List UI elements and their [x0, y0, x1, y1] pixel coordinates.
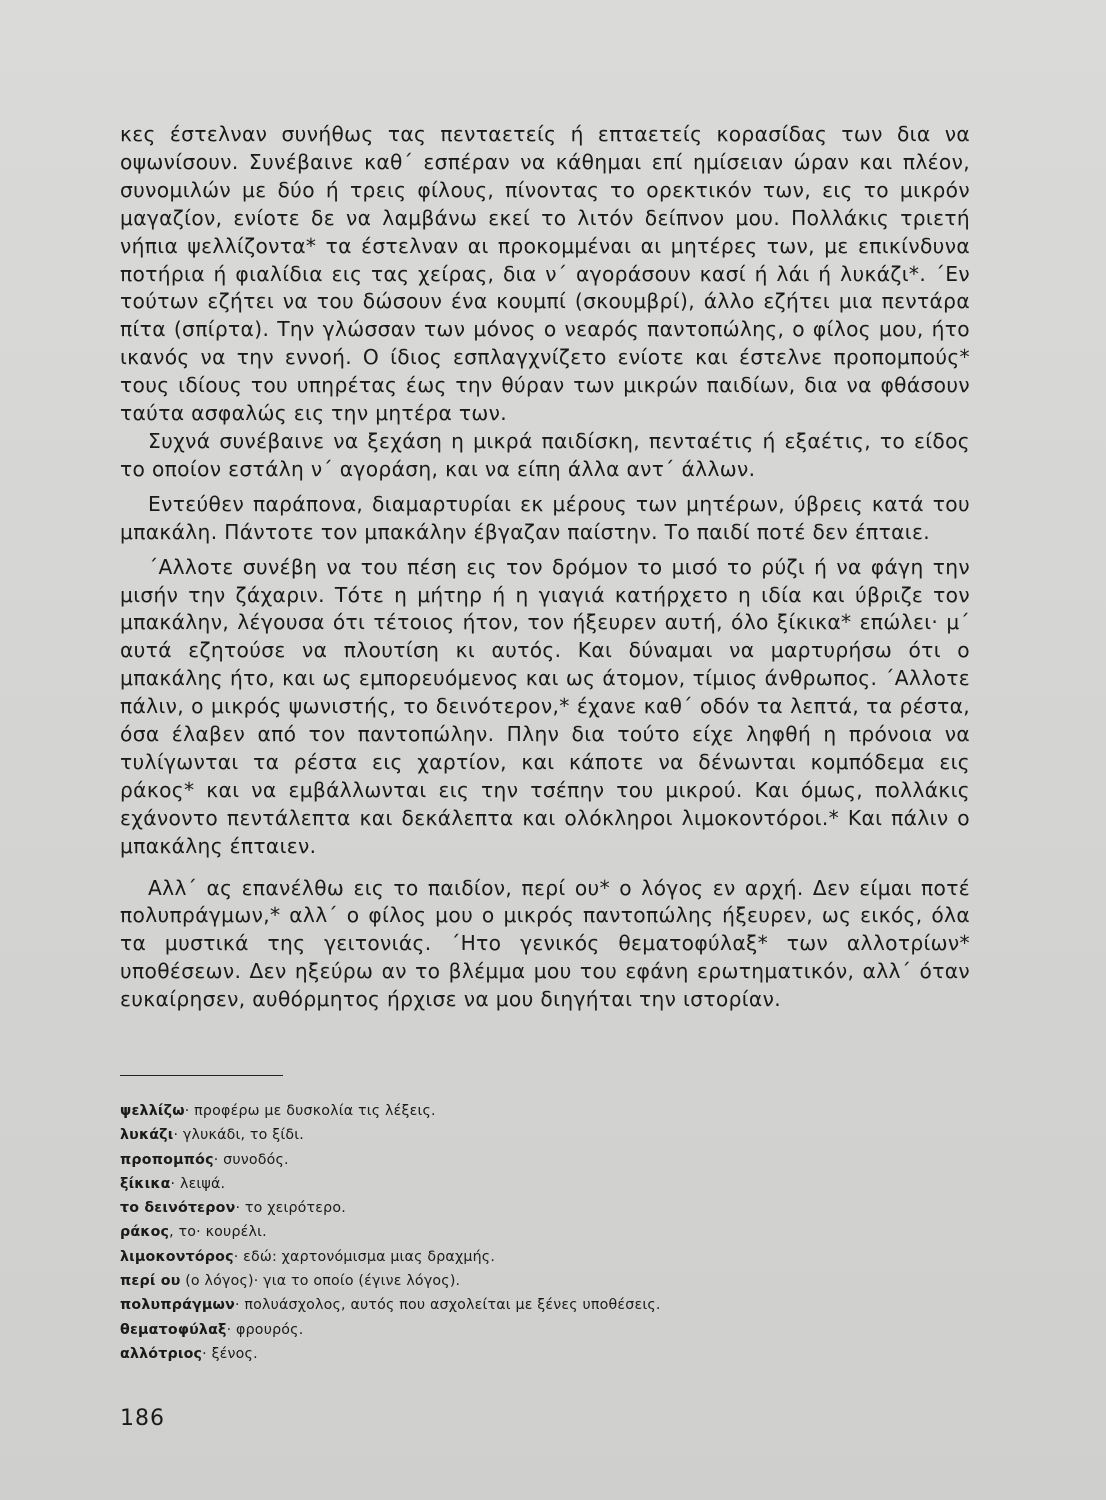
glossary-definition: · το χειρότερο.	[235, 1200, 346, 1217]
glossary-term: περί ου	[120, 1273, 181, 1290]
body-text	[120, 121, 970, 1014]
glossary-term: λυκάζι	[120, 1127, 174, 1144]
glossary-definition: · ξένος.	[202, 1345, 258, 1362]
paragraph: ΄Αλλοτε συνέβη να του πέση εις τον δρόμον το μισό το ρύζι ή να φάγη την μισήν την ζάχαριν. Τότε η μήτηρ ή η γιαγιά κατήρχετο η ιδία και ύβριζε τον μπακάλην, λέγουσα ότι τέτοιος ήτον, τον ήξευρεν αυτή, όλο ξίκικα* επώλει· μ΄ αυτά εζητούσε να πλουτίση κι αυτός. Και δύναμαι να μαρτυρήσω ότι ο μπακάλης ήτο, και ως εμπορευόμενος και ως άτομον, τίμιος άνθρωπος. ΄Αλλοτε πάλιν, ο μικρός ψωνιστής, το δεινότερον,* έχανε καθ΄ οδόν τα λεπτά, τα ρέστα, όσα έλαβεν από τον παντοπώλην. Πλην δια τούτο είχε ληφθή η πρόνοια να τυλίγωνται τα ρέστα εις χαρτίον, και κάποτε να δένωνται κομπόδεμα εις ράκος* και να εμβάλλωνται εις την τσέπην του μικρού. Και όμως, πολλάκις εχάνοντο πεντάλεπτα και δεκάλεπτα και ολόκληροι λιμοκοντόροι.* Και πάλιν ο μπακάλης έπταιεν.	[120, 554, 970, 858]
glossary-term: λιμοκοντόρος	[120, 1248, 234, 1265]
glossary-definition: · πολυάσχολος, αυτός που ασχολείται με ξένες υποθέσεις.	[234, 1297, 661, 1314]
glossary-definition: (ο λόγος)· για το οποίο (έγινε λόγος).	[180, 1273, 461, 1290]
glossary-entry	[120, 1099, 920, 1123]
glossary-definition: · εδώ: χαρτονόμισμα μιας δραχμής.	[233, 1248, 496, 1265]
glossary-definition: · φρουρός.	[226, 1321, 304, 1338]
glossary-entry	[120, 1172, 920, 1196]
glossary-definition: · λειψά.	[170, 1175, 226, 1192]
glossary-term: ψελλίζω	[120, 1103, 185, 1119]
paragraph: κες έστελναν συνήθως τας πενταετείς ή επταετείς κορασίδας των δια να οψωνίσουν. Συνέβαινε καθ΄ εσπέραν να κάθημαι επί ημίσειαν ώραν και πλέον, συνομιλών με δύο ή τρεις φίλους, πίνοντας το ορεκτικόν των, εις το μικρόν μαγαζίον, ενίοτε δε να λαμβάνω εκεί το λιτόν δείπνον μου. Πολλάκις τριετή νήπια ψελλίζοντα* τα έστελναν αι προκομμέναι αι μητέρες των, με επικίνδυνα ποτήρια ή φιαλίδια εις τας χείρας, δια ν΄ αγοράσουν κασί ή λάι ή λυκάζι*. ΄Εν τούτων εζήτει να του δώσουν ένα κουμπί (σκουμβρί), άλλο εζήτει μια πεντάρα πίτα (σπίρτα). Την γλώσσαν των μόνος ο νεαρός παντοπώλης, ο φίλος μου, ήτο ικανός να την εννοή. Ο ίδιος εσπλαγχνίζετο ενίοτε και έστελνε προπομπούς* τους ιδίους του υπηρέτας έως την θύραν των μικρών παιδίων, δια να φθάσουν ταύτα ασφαλώς εις την μητέρα των.	[120, 122, 970, 426]
paragraph: Εντεύθεν παράπονα, διαμαρτυρίαι εκ μέρους των μητέρων, ύβρεις κατά του μπακάλη. Πάντοτε τον μπακάλην έβγαζαν παίστην. Το παιδί ποτέ δεν έπταιε.	[120, 491, 970, 544]
glossary-term: ξίκικα	[120, 1175, 171, 1192]
glossary-term: το δεινότερον	[120, 1200, 236, 1217]
glossary-term: πολυπράγμων	[120, 1297, 235, 1314]
glossary-entry	[120, 1196, 920, 1220]
glossary-entry	[120, 1245, 920, 1269]
glossary	[120, 1099, 920, 1366]
glossary-entry	[120, 1318, 920, 1342]
glossary-definition: · γλυκάδι, το ξίδι.	[173, 1127, 304, 1144]
glossary-term: θεματοφύλαξ	[120, 1321, 227, 1338]
glossary-definition: · συνοδός.	[213, 1151, 289, 1168]
glossary-entry	[120, 1220, 920, 1244]
paragraph: Συχνά συνέβαινε να ξεχάση η μικρά παιδίσκη, πενταέτις ή εξαέτις, το είδος το οποίον εστάλη ν΄ αγοράση, και να είπη άλλα αντ΄ άλλων.	[120, 428, 970, 481]
footnote-divider	[120, 1075, 283, 1076]
glossary-entry	[120, 1342, 920, 1366]
glossary-entry	[120, 1269, 920, 1293]
glossary-entry	[120, 1148, 920, 1172]
glossary-definition: , το· κουρέλι.	[169, 1224, 267, 1241]
glossary-term: αλλότριος	[120, 1345, 203, 1362]
glossary-definition: · προφέρω με δυσκολία τις λέξεις.	[184, 1103, 436, 1119]
glossary-entry	[120, 1123, 920, 1147]
glossary-term: ράκος	[120, 1224, 170, 1241]
glossary-entry	[120, 1293, 920, 1317]
glossary-term: προπομπός	[120, 1151, 214, 1168]
paragraph: Αλλ΄ ας επανέλθω εις το παιδίον, περί ου* ο λόγος εν αρχή. Δεν είμαι ποτέ πολυπράγμων,* αλλ΄ ο φίλος μου ο μικρός παντοπώλης ήξευρεν, ως εικός, όλα τα μυστικά της γειτονιάς. ΄Ητο γενικός θεματοφύλαξ* των αλλοτρίων* υποθέσεων. Δεν ηξεύρω αν το βλέμμα μου του εφάνη ερωτηματικόν, αλλ΄ όταν ευκαίρησεν, αυθόρμητος ήρχισε να μου διηγήται την ιστορίαν.	[120, 875, 970, 1012]
page-number: 186	[120, 1406, 165, 1431]
